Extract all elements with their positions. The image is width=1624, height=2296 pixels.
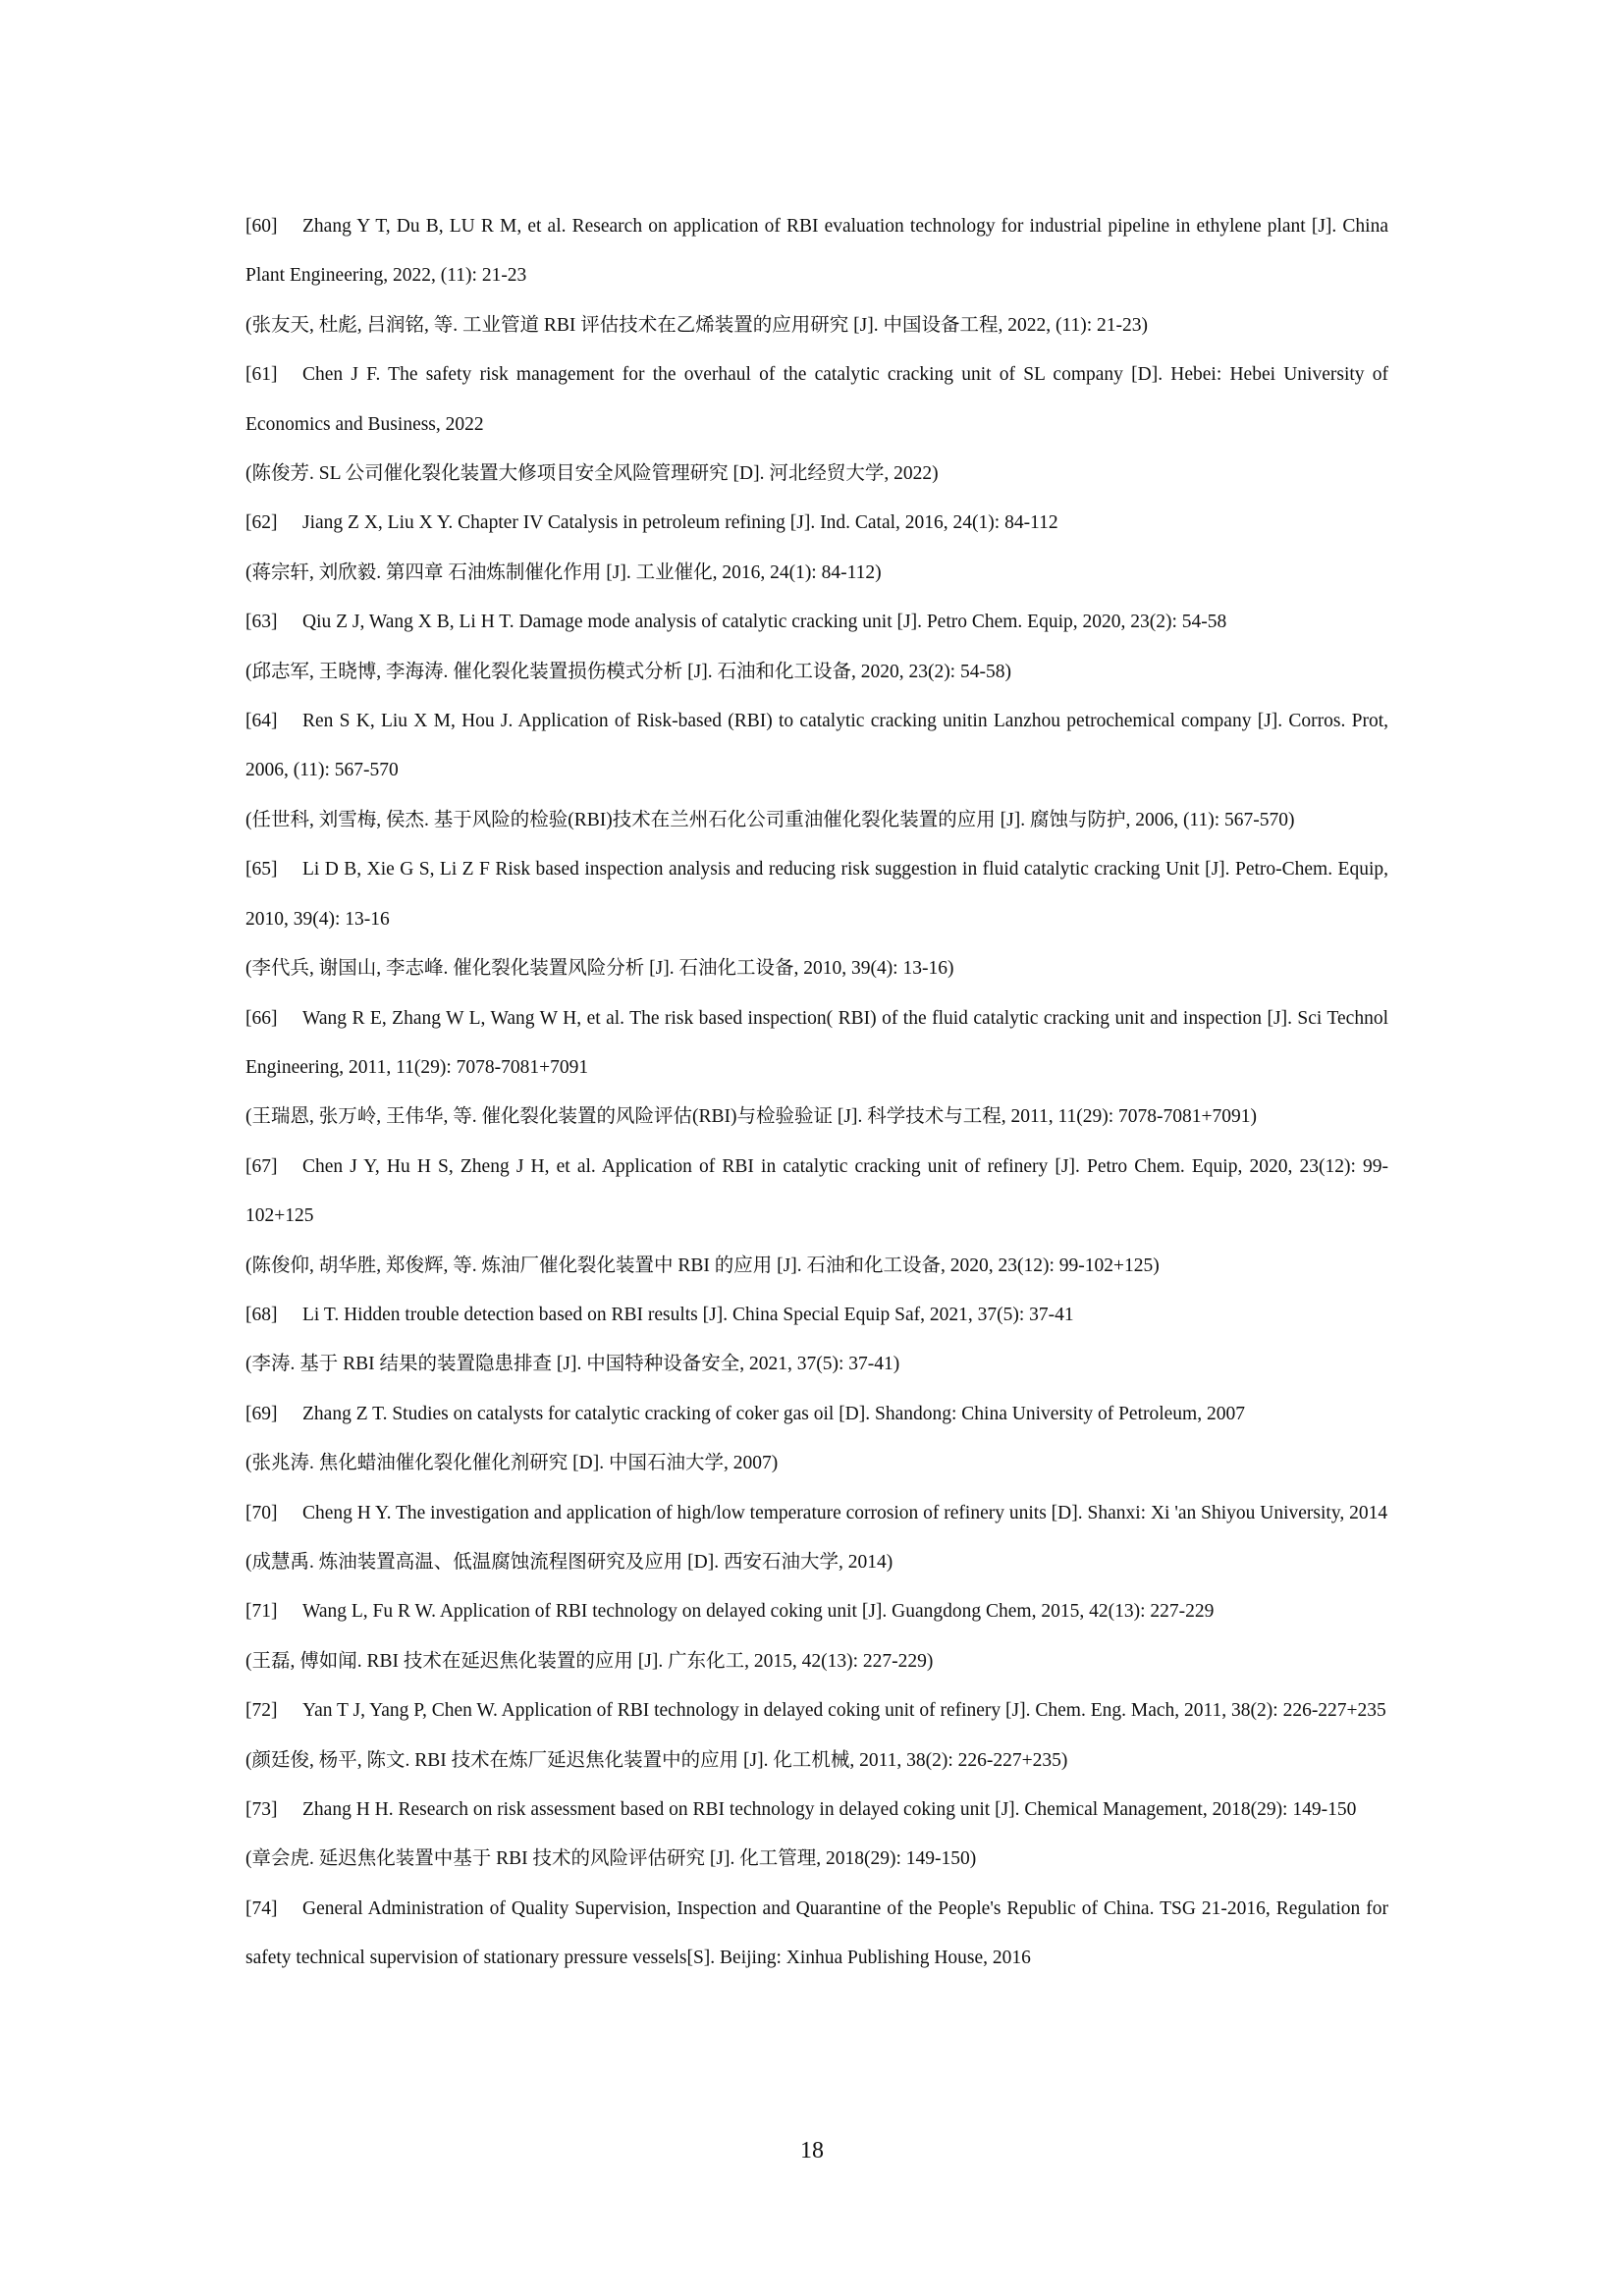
reference-text: Qiu Z J, Wang X B, Li H T. Damage mode analysis of catalytic cracking unit [J]. Petro Chem. Equip, 2020, 23(2): 54-58	[302, 612, 1227, 633]
reference-english	[245, 1390, 1388, 1439]
reference-english	[245, 1587, 1388, 1636]
reference-text: Zhang Y T, Du B, LU R M, et al. Research on application of RBI evaluation technology for industrial pipeline in ethylene plant [J]. China Plant Engineering, 2022, (11): 21-23	[245, 216, 1388, 287]
reference-chinese: (成慧禹. 炼油装置高温、低温腐蚀流程图研究及应用 [D]. 西安石油大学, 2014)	[245, 1551, 893, 1573]
reference-item	[245, 845, 1388, 993]
reference-number: [71]	[245, 1601, 278, 1623]
reference-english	[245, 845, 1388, 944]
reference-item	[245, 994, 1388, 1143]
reference-number: [69]	[245, 1403, 278, 1424]
reference-chinese: (李涛. 基于 RBI 结果的装置隐患排查 [J]. 中国特种设备安全, 2021, 37(5): 37-41)	[245, 1354, 900, 1375]
reference-text: Cheng H Y. The investigation and application of high/low temperature corrosion of refinery units [D]. Shanxi: Xi 'an Shiyou University, 2014	[302, 1502, 1388, 1523]
reference-chinese: (颜廷俊, 杨平, 陈文. RBI 技术在炼厂延迟焦化装置中的应用 [J]. 化工机械, 2011, 38(2): 226-227+235)	[245, 1749, 1068, 1771]
reference-number: [63]	[245, 612, 278, 633]
reference-english	[245, 1291, 1388, 1340]
reference-item	[245, 1291, 1388, 1390]
reference-chinese: (张兆涛. 焦化蜡油催化裂化催化剂研究 [D]. 中国石油大学, 2007)	[245, 1453, 779, 1474]
reference-chinese: (章会虎. 延迟焦化装置中基于 RBI 技术的风险评估研究 [J]. 化工管理, 2018(29): 149-150)	[245, 1848, 977, 1870]
reference-item	[245, 1489, 1388, 1588]
reference-chinese: (张友天, 杜彪, 吕润铭, 等. 工业管道 RBI 评估技术在乙烯装置的应用研究 [J]. 中国设备工程, 2022, (11): 21-23)	[245, 314, 1148, 336]
reference-text: Zhang Z T. Studies on catalysts for catalytic cracking of coker gas oil [D]. Shandong: China University of Petroleum, 2007	[302, 1403, 1245, 1424]
reference-english	[245, 697, 1388, 796]
reference-item	[245, 598, 1388, 697]
reference-english	[245, 994, 1388, 1094]
reference-number: [62]	[245, 512, 278, 534]
reference-text: Li D B, Xie G S, Li Z F Risk based inspection analysis and reducing risk suggestion in fluid catalytic cracking Unit [J]. Petro-Chem. Equip, 2010, 39(4): 13-16	[245, 859, 1388, 930]
reference-item	[245, 202, 1388, 350]
reference-chinese: (邱志军, 王晓博, 李海涛. 催化裂化装置损伤模式分析 [J]. 石油和化工设备, 2020, 23(2): 54-58)	[245, 661, 1011, 682]
reference-english	[245, 598, 1388, 647]
reference-number: [68]	[245, 1304, 278, 1325]
reference-number: [72]	[245, 1700, 278, 1722]
reference-item	[245, 1143, 1388, 1291]
reference-item	[245, 697, 1388, 845]
reference-number: [61]	[245, 364, 278, 386]
reference-text: Wang R E, Zhang W L, Wang W H, et al. The risk based inspection( RBI) of the fluid catalytic cracking unit and inspection [J]. Sci Technol Engineering, 2011, 11(29): 7078-7081+7091	[245, 1007, 1388, 1078]
reference-item	[245, 1686, 1388, 1786]
reference-text: Zhang H H. Research on risk assessment based on RBI technology in delayed coking unit [J]. Chemical Management, 2018(29): 149-150	[302, 1799, 1357, 1820]
reference-chinese: (王瑞恩, 张万岭, 王伟华, 等. 催化裂化装置的风险评估(RBI)与检验验证 [J]. 科学技术与工程, 2011, 11(29): 7078-7081+7091)	[245, 1106, 1258, 1128]
reference-english	[245, 1686, 1388, 1735]
reference-number: [66]	[245, 1007, 278, 1029]
reference-number: [73]	[245, 1799, 278, 1820]
reference-text: Wang L, Fu R W. Application of RBI technology on delayed coking unit [J]. Guangdong Chem, 2015, 42(13): 227-229	[302, 1601, 1215, 1623]
reference-english	[245, 350, 1388, 450]
reference-english	[245, 1885, 1388, 1984]
reference-text: General Administration of Quality Supervision, Inspection and Quarantine of the People's Republic of China. TSG 21-2016, Regulation for safety technical supervision of stationary pressure vessels[S]. Beijing: Xinhua Publishing House, 2016	[245, 1897, 1388, 1969]
reference-chinese: (王磊, 傅如闻. RBI 技术在延迟焦化装置的应用 [J]. 广东化工, 2015, 42(13): 227-229)	[245, 1650, 934, 1672]
reference-chinese: (任世科, 刘雪梅, 侯杰. 基于风险的检验(RBI)技术在兰州石化公司重油催化裂化装置的应用 [J]. 腐蚀与防护, 2006, (11): 567-570)	[245, 809, 1295, 830]
reference-english	[245, 202, 1388, 301]
reference-number: [70]	[245, 1502, 278, 1523]
reference-chinese: (李代兵, 谢国山, 李志峰. 催化裂化装置风险分析 [J]. 石油化工设备, 2010, 39(4): 13-16)	[245, 958, 954, 980]
reference-text: Yan T J, Yang P, Chen W. Application of RBI technology in delayed coking unit of refinery [J]. Chem. Eng. Mach, 2011, 38(2): 226-227+235	[302, 1700, 1386, 1722]
reference-english	[245, 1143, 1388, 1242]
reference-number: [65]	[245, 859, 278, 881]
page-number: 18	[800, 2138, 824, 2163]
reference-item	[245, 1587, 1388, 1686]
reference-text: Li T. Hidden trouble detection based on RBI results [J]. China Special Equip Saf, 2021, 37(5): 37-41	[302, 1304, 1074, 1325]
reference-number: [74]	[245, 1897, 278, 1919]
reference-english	[245, 499, 1388, 548]
reference-english	[245, 1786, 1388, 1835]
reference-item	[245, 1390, 1388, 1489]
reference-text: Chen J F. The safety risk management for the overhaul of the catalytic cracking unit of SL company [D]. Hebei: Hebei University of Economics and Business, 2022	[245, 364, 1388, 435]
reference-number: [67]	[245, 1155, 278, 1177]
reference-chinese: (陈俊仰, 胡华胜, 郑俊辉, 等. 炼油厂催化裂化装置中 RBI 的应用 [J]. 石油和化工设备, 2020, 23(12): 99-102+125)	[245, 1255, 1160, 1276]
reference-list	[245, 202, 1388, 1984]
reference-item	[245, 350, 1388, 499]
reference-text: Ren S K, Liu X M, Hou J. Application of Risk-based (RBI) to catalytic cracking unitin Lanzhou petrochemical company [J]. Corros. Prot, 2006, (11): 567-570	[245, 711, 1388, 781]
reference-item	[245, 1786, 1388, 1885]
reference-number: [60]	[245, 216, 278, 237]
reference-chinese: (蒋宗轩, 刘欣毅. 第四章 石油炼制催化作用 [J]. 工业催化, 2016, 24(1): 84-112)	[245, 561, 882, 583]
reference-english	[245, 1489, 1388, 1538]
reference-item	[245, 499, 1388, 598]
reference-text: Jiang Z X, Liu X Y. Chapter IV Catalysis in petroleum refining [J]. Ind. Catal, 2016, 24(1): 84-112	[302, 512, 1058, 534]
reference-text: Chen J Y, Hu H S, Zheng J H, et al. Application of RBI in catalytic cracking unit of refinery [J]. Petro Chem. Equip, 2020, 23(12): 99-102+125	[245, 1155, 1388, 1227]
reference-item	[245, 1885, 1388, 1984]
reference-number: [64]	[245, 711, 278, 732]
reference-chinese: (陈俊芳. SL 公司催化裂化装置大修项目安全风险管理研究 [D]. 河北经贸大学, 2022)	[245, 463, 939, 485]
